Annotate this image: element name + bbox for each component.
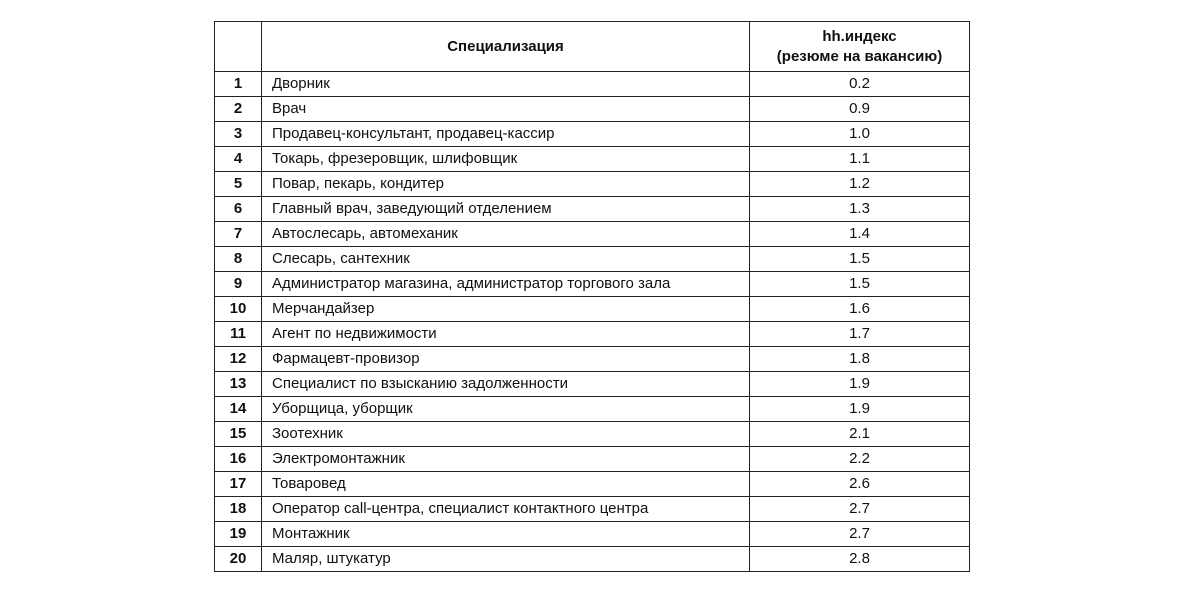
table-row [215,172,970,197]
table-row [215,397,970,422]
row-hh-index: 2.8 [750,547,970,572]
table-row [215,522,970,547]
row-hh-index: 1.0 [750,122,970,147]
table-row [215,122,970,147]
table-row [215,147,970,172]
header-number [215,22,262,72]
row-specialization: Врач [262,97,750,122]
row-hh-index: 1.5 [750,247,970,272]
table-row [215,197,970,222]
header-row [215,22,970,72]
table-body [215,72,970,572]
table-row [215,347,970,372]
table-row [215,322,970,347]
row-specialization: Мерчандайзер [262,297,750,322]
row-hh-index: 2.2 [750,447,970,472]
row-specialization: Повар, пекарь, кондитер [262,172,750,197]
table-header [215,22,970,72]
header-hh-index-subtitle: (резюме на вакансию) [776,47,943,65]
row-hh-index: 2.1 [750,422,970,447]
row-number: 8 [215,247,262,272]
row-hh-index: 2.7 [750,497,970,522]
row-number: 16 [215,447,262,472]
row-hh-index: 0.9 [750,97,970,122]
table-row [215,447,970,472]
row-number: 11 [215,322,262,347]
row-specialization: Агент по недвижимости [262,322,750,347]
row-specialization: Электромонтажник [262,447,750,472]
row-number: 2 [215,97,262,122]
row-number: 3 [215,122,262,147]
row-number: 6 [215,197,262,222]
specialization-table [214,21,970,572]
table-row [215,272,970,297]
row-hh-index: 1.9 [750,372,970,397]
row-specialization: Маляр, штукатур [262,547,750,572]
table-row [215,497,970,522]
header-specialization: Специализация [262,22,750,72]
row-hh-index: 1.5 [750,272,970,297]
header-hh-index-title: hh.индекс [822,27,897,45]
row-specialization: Уборщица, уборщик [262,397,750,422]
table-row [215,222,970,247]
table-row [215,547,970,572]
row-hh-index: 2.7 [750,522,970,547]
row-hh-index: 1.8 [750,347,970,372]
row-specialization: Товаровед [262,472,750,497]
row-specialization: Токарь, фрезеровщик, шлифовщик [262,147,750,172]
row-number: 5 [215,172,262,197]
row-specialization: Продавец-консультант, продавец-кассир [262,122,750,147]
table-row [215,472,970,497]
table-row [215,247,970,272]
row-hh-index: 1.6 [750,297,970,322]
row-hh-index: 0.2 [750,72,970,97]
table-row [215,97,970,122]
row-specialization: Администратор магазина, администратор торгового зала [262,272,750,297]
table-row [215,422,970,447]
row-hh-index: 1.2 [750,172,970,197]
row-specialization: Специалист по взысканию задолженности [262,372,750,397]
table-row [215,372,970,397]
row-number: 4 [215,147,262,172]
row-number: 20 [215,547,262,572]
row-specialization: Зоотехник [262,422,750,447]
row-specialization: Главный врач, заведующий отделением [262,197,750,222]
row-number: 13 [215,372,262,397]
row-number: 14 [215,397,262,422]
row-hh-index: 2.6 [750,472,970,497]
row-hh-index: 1.1 [750,147,970,172]
row-specialization: Слесарь, сантехник [262,247,750,272]
row-specialization: Монтажник [262,522,750,547]
row-number: 12 [215,347,262,372]
row-specialization: Оператор call-центра, специалист контактного центра [262,497,750,522]
row-number: 18 [215,497,262,522]
row-number: 7 [215,222,262,247]
row-hh-index: 1.4 [750,222,970,247]
row-number: 9 [215,272,262,297]
row-hh-index: 1.7 [750,322,970,347]
header-hh-index [750,22,970,72]
row-specialization: Дворник [262,72,750,97]
row-specialization: Автослесарь, автомеханик [262,222,750,247]
table-row [215,297,970,322]
row-number: 10 [215,297,262,322]
row-number: 15 [215,422,262,447]
row-hh-index: 1.3 [750,197,970,222]
row-number: 1 [215,72,262,97]
table-row [215,72,970,97]
row-specialization: Фармацевт-провизор [262,347,750,372]
row-number: 19 [215,522,262,547]
row-hh-index: 1.9 [750,397,970,422]
row-number: 17 [215,472,262,497]
